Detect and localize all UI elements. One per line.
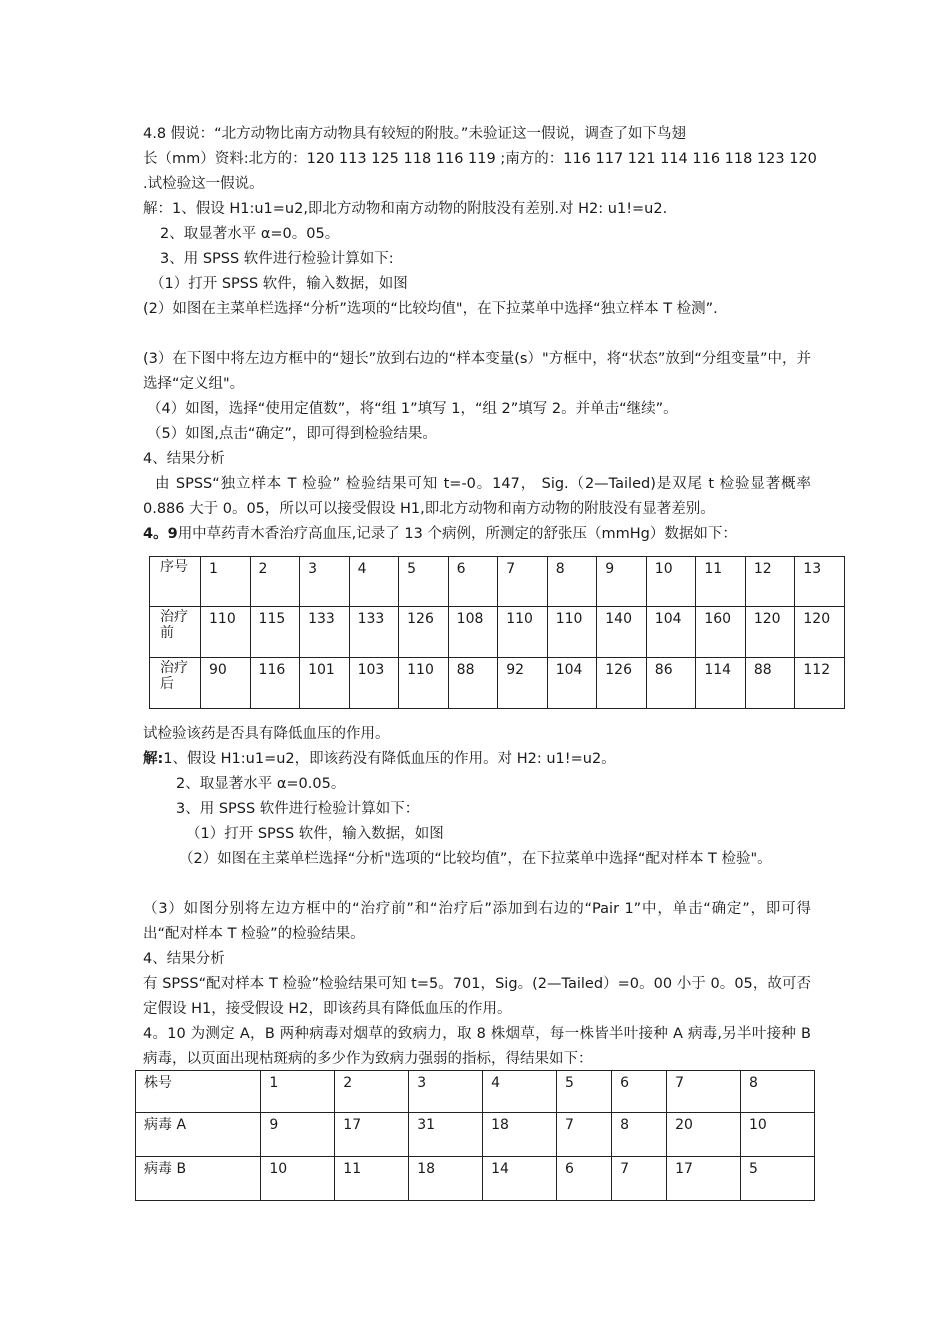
table-cell: 110: [547, 607, 597, 658]
table-cell: 17: [667, 1157, 741, 1201]
table-cell: 1: [201, 557, 251, 607]
table-cell: 112: [795, 658, 845, 709]
problem-4-9-question: 试检验该药是否具有降低血压的作用。: [143, 726, 390, 742]
table-row: [136, 1113, 815, 1157]
table-cell: 110: [399, 658, 449, 709]
solution-step-3: 3、用 SPSS 软件进行检验计算如下：: [176, 801, 420, 817]
table-row: [136, 1071, 815, 1113]
table-cell: 17: [335, 1113, 409, 1157]
table-cell: 6: [557, 1157, 612, 1201]
table-cell: 92: [498, 658, 548, 709]
table-cell: 8: [612, 1113, 667, 1157]
table-cell: 病毒 A: [136, 1113, 261, 1157]
solution-substep-5: （5）如图,点击“确定”，即可得到检验结果。: [147, 426, 437, 442]
solution-label: 解:: [143, 751, 164, 767]
problem-4-10-intro: 4。10 为测定 A，B 两种病毒对烟草的致病力，取 8 株烟草，每一株皆半叶接种 A 病毒,另半叶接种 B 病毒，以页面出现枯斑病的多少作为致病力强弱的指标，得结果如下：: [143, 1026, 811, 1067]
problem-4-8-line-1: 4.8 假说：“北方动物比南方动物具有较短的附肢。”未验证这一假说，调查了如下鸟翅: [143, 126, 686, 142]
table-cell: 90: [201, 658, 251, 709]
table-cell: 114: [696, 658, 746, 709]
solution-step-2: 2、取显著水平 α=0。05。: [160, 226, 340, 242]
table-cell: 115: [250, 607, 300, 658]
table-cell: 9: [597, 557, 647, 607]
table-cell: 126: [399, 607, 449, 658]
table-cell: 101: [300, 658, 350, 709]
table-cell: 103: [349, 658, 399, 709]
table-row: [136, 1157, 815, 1201]
problem-4-9-intro-text: 用中草药青木香治疗高血压,记录了 13 个病例，所测定的舒张压（mmHg）数据如下：: [177, 526, 737, 542]
problem-4-8-line-2: 长（mm）资料:北方的：120 113 125 118 116 119 ;南方的：116 117 121 114 116 118 123 120: [143, 151, 817, 167]
table-cell: 8: [547, 557, 597, 607]
table-cell: 88: [745, 658, 795, 709]
table-cell: 4: [349, 557, 399, 607]
table-cell: 4: [483, 1071, 557, 1113]
problem-4-8-line-3: .试检验这一假说。: [143, 176, 264, 192]
solution-step-2: 2、取显著水平 α=0.05。: [176, 776, 346, 792]
solution-step-1: 解：1、假设 H1:u1=u2,即北方动物和南方动物的附肢没有差别.对 H2: u1!=u2.: [143, 201, 668, 217]
problem-4-9-intro: [143, 522, 811, 547]
table-cell: 9: [261, 1113, 335, 1157]
result-analysis-heading: 4、结果分析: [143, 951, 225, 967]
table-cell: 5: [399, 557, 449, 607]
table-cell: 104: [646, 607, 696, 658]
table-cell: 108: [448, 607, 498, 658]
table-cell: 株号: [136, 1071, 261, 1113]
solution-step-1-text: 1、假设 H1:u1=u2，即该药没有降低血压的作用。对 H2: u1!=u2。: [163, 751, 616, 767]
table-cell: 7: [557, 1113, 612, 1157]
problem-4-9-number: 4。9: [143, 526, 178, 542]
solution-step-3: 3、用 SPSS 软件进行检验计算如下:: [160, 251, 394, 267]
table-cell: 10: [741, 1113, 815, 1157]
table-cell: 120: [795, 607, 845, 658]
solution-substep-2: （2）如图在主菜单栏选择“分析"选项的“比较均值”，在下拉菜单中选择“配对样本 T 检验"。: [179, 851, 772, 867]
result-analysis-text: 有 SPSS“配对样本 T 检验”检验结果可知 t=5。701，Sig。(2—Tailed）=0。00 小于 0。05，故可否定假设 H1，接受假设 H2，即该药具有降低血压的作用。: [143, 976, 811, 1017]
table-cell: 116: [250, 658, 300, 709]
table-cell: 120: [745, 607, 795, 658]
table-cell: 6: [612, 1071, 667, 1113]
table-cell: 10: [646, 557, 696, 607]
row-label-before: 治疗前: [150, 607, 201, 658]
table-cell: 126: [597, 658, 647, 709]
table-cell: 病毒 B: [136, 1157, 261, 1201]
solution-step-1: [143, 747, 811, 772]
table-cell: 2: [335, 1071, 409, 1113]
table-cell: 86: [646, 658, 696, 709]
table-cell: 160: [696, 607, 746, 658]
table-cell: 3: [300, 557, 350, 607]
table-cell: 1: [261, 1071, 335, 1113]
table-cell: 140: [597, 607, 647, 658]
solution-substep-3: （3）如图分别将左边方框中的“治疗前”和“治疗后”添加到右边的“Pair 1”中，单击“确定”，即可得出“配对样本 T 检验”的检验结果。: [143, 901, 811, 942]
table-cell: 110: [498, 607, 548, 658]
solution-substep-2: (2）如图在主菜单栏选择“分析”选项的“比较均值"，在下拉菜单中选择“独立样本 T 检测”.: [143, 301, 718, 317]
solution-substep-4: （4）如图，选择“使用定值数”，将“组 1”填写 1，“组 2”填写 2。并单击“继续”。: [147, 401, 678, 417]
table-cell: 18: [483, 1113, 557, 1157]
table-cell: 14: [483, 1157, 557, 1201]
virus-table: [135, 1070, 815, 1201]
table-row: [150, 607, 845, 658]
table-cell: 2: [250, 557, 300, 607]
row-label-index: 序号: [150, 557, 201, 607]
table-row: [150, 658, 845, 709]
table-cell: 88: [448, 658, 498, 709]
table-cell: 7: [612, 1157, 667, 1201]
table-cell: 3: [409, 1071, 483, 1113]
table-cell: 7: [498, 557, 548, 607]
table-cell: 12: [745, 557, 795, 607]
table-cell: 11: [696, 557, 746, 607]
table-cell: 110: [201, 607, 251, 658]
row-label-after: 治疗后: [150, 658, 201, 709]
table-cell: 5: [741, 1157, 815, 1201]
table-row: [150, 557, 845, 607]
table-cell: 20: [667, 1113, 741, 1157]
table-cell: 133: [300, 607, 350, 658]
table-cell: 11: [335, 1157, 409, 1201]
solution-substep-1: （1）打开 SPSS 软件，输入数据，如图: [150, 276, 408, 292]
result-analysis-text: 由 SPSS“独立样本 T 检验” 检验结果可知 t=-0。147， Sig.（2—Tailed)是双尾 t 检验显著概率 0.886 大于 0。05，所以可以接受假设 H1,即北方动物和南方动物的附肢没有显著差别。: [143, 476, 811, 517]
result-analysis-heading: 4、结果分析: [143, 451, 225, 467]
table-cell: 10: [261, 1157, 335, 1201]
table-cell: 31: [409, 1113, 483, 1157]
solution-substep-1: （1）打开 SPSS 软件，输入数据，如图: [186, 826, 444, 842]
table-cell: 7: [667, 1071, 741, 1113]
table-cell: 104: [547, 658, 597, 709]
table-cell: 6: [448, 557, 498, 607]
table-cell: 5: [557, 1071, 612, 1113]
table-cell: 8: [741, 1071, 815, 1113]
table-cell: 18: [409, 1157, 483, 1201]
solution-substep-3: (3）在下图中将左边方框中的“翅长”放到右边的“样本变量(s）"方框中，将“状态”放到“分组变量”中，并选择“定义组"。: [143, 351, 811, 392]
table-cell: 13: [795, 557, 845, 607]
table-cell: 133: [349, 607, 399, 658]
blood-pressure-table: [149, 556, 845, 709]
